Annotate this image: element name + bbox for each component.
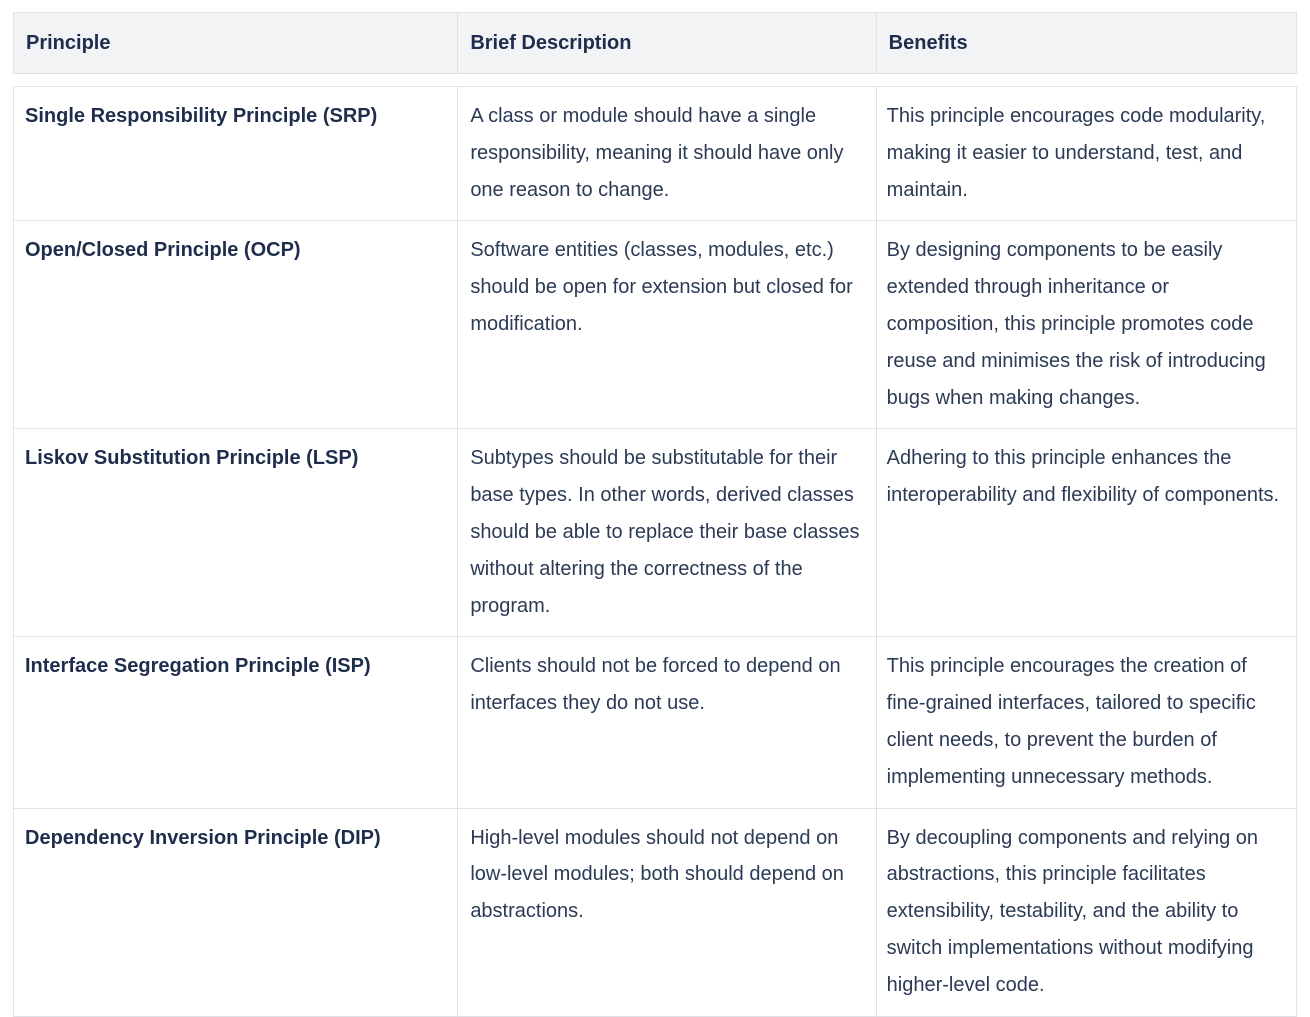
principle-cell: Dependency Inversion Principle (DIP) [14,809,458,1016]
principles-table [13,12,1297,1017]
description-cell: Subtypes should be substitutable for their base types. In other words, derived classes should be able to replace their base classes without altering the correctness of the program. [458,429,876,636]
benefits-cell: This principle encourages the creation of fine-grained interfaces, tailored to specific client needs, to prevent the burden of implementing unnecessary methods. [886,655,1256,788]
benefits-cell: Adhering to this principle enhances the interoperability and flexibility of components. [886,447,1280,507]
principle-cell: Liskov Substitution Principle (LSP) [14,429,458,636]
table-header [13,12,1297,74]
benefits-cell: By decoupling components and relying on abstractions, this principle facilitates extensibility, testability, and the ability to switch implementations without modifying higher-level code. [886,826,1259,996]
table-row [14,637,1296,808]
benefits-cell: By designing components to be easily extended through inheritance or composition, this principle promotes code reuse and minimises the risk of introducing bugs when making changes. [886,239,1266,409]
table-row [14,809,1296,1017]
principle-cell: Open/Closed Principle (OCP) [14,221,458,428]
table-row [14,429,1296,637]
description-cell: A class or module should have a single responsibility, meaning it should have only one reason to change. [458,87,876,220]
description-cell: Clients should not be forced to depend on interfaces they do not use. [458,637,876,807]
description-cell: Software entities (classes, modules, etc.) should be open for extension but closed for modification. [458,221,876,428]
description-cell: High-level modules should not depend on low-level modules; both should depend on abstractions. [458,809,876,1016]
principle-cell: Single Responsibility Principle (SRP) [14,87,458,220]
header-benefits: Benefits [888,32,968,54]
header-principle: Principle [14,13,458,73]
table-row [14,221,1296,429]
table-row [14,87,1296,221]
benefits-cell: This principle encourages code modularity, making it easier to understand, test, and maintain. [886,105,1266,201]
table-body [13,86,1297,1017]
principle-cell: Interface Segregation Principle (ISP) [14,637,458,807]
header-brief-description: Brief Description [458,13,876,73]
